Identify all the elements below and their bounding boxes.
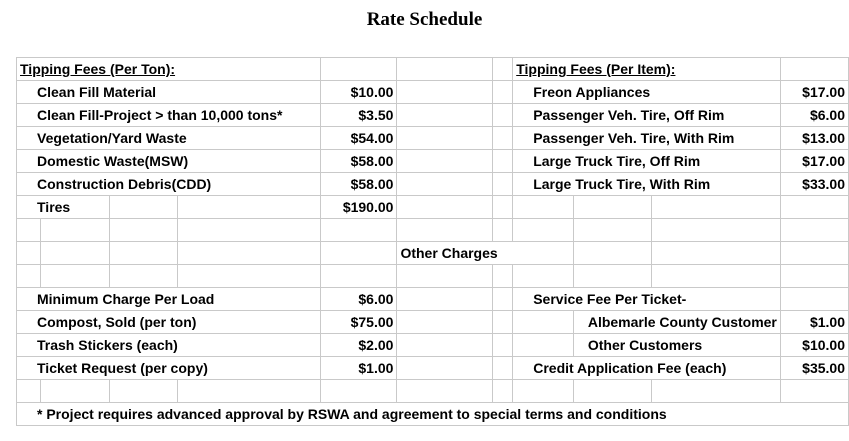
table-row (17, 242, 849, 265)
table-row (17, 196, 849, 219)
table-row (17, 334, 849, 357)
fee-label: Large Truck Tire, Off Rim (513, 150, 781, 173)
table-row (17, 104, 849, 127)
rate-table (16, 57, 849, 426)
fee-price: $6.00 (321, 288, 397, 311)
fee-price: $17.00 (780, 150, 848, 173)
table-row (17, 288, 849, 311)
fee-price: $190.00 (321, 196, 397, 219)
fee-price: $75.00 (321, 311, 397, 334)
fee-label: Tires (17, 196, 110, 219)
fee-label: Passenger Veh. Tire, Off Rim (513, 104, 781, 127)
table-row (17, 81, 849, 104)
fee-label: Albemarle County Customer (573, 311, 780, 334)
table-row (17, 357, 849, 380)
fee-price: $10.00 (321, 81, 397, 104)
fee-price: $2.00 (321, 334, 397, 357)
fee-price: $17.00 (780, 81, 848, 104)
fee-label: Compost, Sold (per ton) (17, 311, 321, 334)
per-ton-heading: Tipping Fees (Per Ton): (17, 58, 321, 81)
table-row (17, 127, 849, 150)
per-item-heading: Tipping Fees (Per Item): (513, 58, 781, 81)
fee-label: Minimum Charge Per Load (17, 288, 321, 311)
table-row (17, 219, 849, 242)
fee-price: $1.00 (321, 357, 397, 380)
fee-label: Other Customers (573, 334, 780, 357)
table-row (17, 265, 849, 288)
fee-price: $10.00 (780, 334, 848, 357)
fee-label: Construction Debris(CDD) (17, 173, 321, 196)
fee-price: $13.00 (780, 127, 848, 150)
service-fee-label: Service Fee Per Ticket- (513, 288, 781, 311)
fee-label: Domestic Waste(MSW) (17, 150, 321, 173)
footnote: * Project requires advanced approval by RSWA and agreement to special terms and conditions (17, 403, 849, 426)
fee-price: $33.00 (780, 173, 848, 196)
fee-label: Clean Fill Material (17, 81, 321, 104)
fee-label: Freon Appliances (513, 81, 781, 104)
table-row (17, 311, 849, 334)
table-row (17, 173, 849, 196)
table-row (17, 380, 849, 403)
fee-label: Large Truck Tire, With Rim (513, 173, 781, 196)
table-row (17, 58, 849, 81)
fee-price: $35.00 (780, 357, 848, 380)
fee-price: $1.00 (780, 311, 848, 334)
table-row (17, 403, 849, 426)
fee-price: $58.00 (321, 173, 397, 196)
page-title: Rate Schedule (366, 9, 483, 30)
fee-price: $54.00 (321, 127, 397, 150)
fee-label: Ticket Request (per copy) (17, 357, 321, 380)
fee-price: $3.50 (321, 104, 397, 127)
other-charges-heading: Other Charges (397, 242, 573, 265)
fee-label: Vegetation/Yard Waste (17, 127, 321, 150)
table-row (17, 150, 849, 173)
fee-price: $6.00 (780, 104, 848, 127)
fee-label: Passenger Veh. Tire, With Rim (513, 127, 781, 150)
fee-label: Trash Stickers (each) (17, 334, 321, 357)
fee-label: Credit Application Fee (each) (513, 357, 781, 380)
fee-price: $58.00 (321, 150, 397, 173)
fee-label: Clean Fill-Project > than 10,000 tons* (17, 104, 321, 127)
